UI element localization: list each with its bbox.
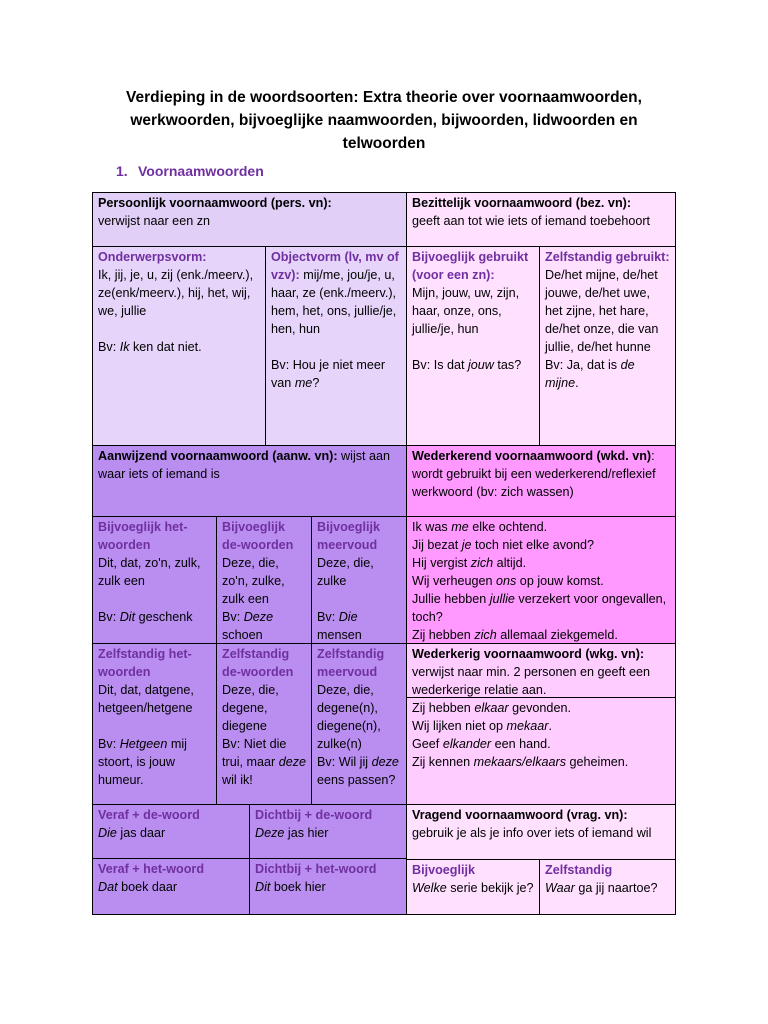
aanw-ind-het-example: Bv: Hetgeen mij stoort, is jouw humeur. xyxy=(98,737,187,787)
pers-header-cell xyxy=(92,192,407,247)
aanw-far-de-cell xyxy=(92,804,250,859)
wkd-examples-cell xyxy=(406,516,676,644)
bez-adj-cell xyxy=(406,246,540,446)
aanw-far-het-cell xyxy=(92,858,250,915)
wkg-heading: Wederkerig voornaamwoord (wkg. vn): xyxy=(412,647,645,661)
aanw-far-het-example: Dat boek daar xyxy=(98,880,178,894)
aanw-adj-mv-list: Deze, die, zulke xyxy=(317,556,374,588)
wkg-description: verwijst naar min. 2 personen en geeft een wederkerige relatie aan. xyxy=(412,665,651,697)
wkd-header-cell xyxy=(406,445,676,517)
vrag-adj-example: Welke serie bekijk je? xyxy=(412,881,534,895)
vrag-heading: Vragend voornaamwoord (vrag. vn): xyxy=(412,808,628,822)
aanw-adj-mv-example: Bv: Die mensen xyxy=(317,610,362,642)
pers-subject-list: Ik, jij, je, u, zij (enk./meerv.), ze(enk/meerv.), hij, het, wij, we, jullie xyxy=(98,268,254,318)
aanw-near-het-heading: Dichtbij + het-woord xyxy=(255,862,377,876)
vrag-ind-cell xyxy=(539,859,676,915)
wkg-header-cell xyxy=(406,643,676,698)
aanw-far-de-heading: Veraf + de-woord xyxy=(98,808,200,822)
aanw-near-het-cell xyxy=(249,858,407,915)
aanw-adj-het-example: Bv: Dit geschenk xyxy=(98,610,193,624)
aanw-adj-de-list: Deze, die, zo'n, zulke, zulk een xyxy=(222,556,285,606)
pers-subject-cell xyxy=(92,246,266,446)
aanw-ind-de-list: Deze, die, degene, diegene xyxy=(222,683,279,733)
wkd-example-3: Hij vergist zich altijd. xyxy=(412,556,527,570)
bez-ind-cell xyxy=(539,246,676,446)
wkg-examples-cell xyxy=(406,697,676,805)
aanw-adj-mv-heading: Bijvoeglijk meervoud xyxy=(317,520,380,552)
pers-subject-example: Bv: Ik ken dat niet. xyxy=(98,340,202,354)
vrag-adj-cell xyxy=(406,859,540,915)
wkd-example-2: Jij bezat je toch niet elke avond? xyxy=(412,538,595,552)
bez-ind-example: Bv: Ja, dat is de mijne. xyxy=(545,358,635,390)
wkd-example-5: Jullie hebben jullie verzekert voor ongevallen, toch? xyxy=(412,592,667,624)
pers-subject-heading: Onderwerpsvorm: xyxy=(98,250,207,264)
aanw-ind-de-heading: Zelfstandig de-woorden xyxy=(222,647,294,679)
aanw-ind-mv-heading: Zelfstandig meervoud xyxy=(317,647,385,679)
wkg-example-3: Geef elkander een hand. xyxy=(412,737,551,751)
pers-object-text: Objectvorm (lv, mv of vzv): mij/me, jou/je, u, haar, ze (enk./meerv.), hem, het, ons, jullie/je, hen, hun xyxy=(271,250,399,336)
bez-header-cell xyxy=(406,192,676,247)
aanw-heading: Aanwijzend voornaamwoord (aanw. vn): wijst aan waar iets of iemand is xyxy=(98,449,391,481)
vrag-ind-heading: Zelfstandig xyxy=(545,863,613,877)
bez-ind-list: De/het mijne, de/het jouwe, de/het uwe, het zijne, het hare, de/het onze, die van jullie, de/het hunne xyxy=(545,268,659,354)
vrag-description: gebruik je als je info over iets of iemand wil xyxy=(412,826,652,840)
aanw-ind-het-heading: Zelfstandig het-woorden xyxy=(98,647,192,679)
aanw-adj-mv-cell xyxy=(311,516,407,644)
aanw-adj-de-heading: Bijvoeglijk de-woorden xyxy=(222,520,294,552)
bez-adj-heading: Bijvoeglijk gebruikt (voor een zn): xyxy=(412,250,529,282)
aanw-header-cell xyxy=(92,445,407,517)
wkd-example-1: Ik was me elke ochtend. xyxy=(412,520,548,534)
wkd-example-6: Zij hebben zich allemaal ziekgemeld. xyxy=(412,628,618,642)
vrag-adj-heading: Bijvoeglijk xyxy=(412,863,475,877)
bez-adj-example: Bv: Is dat jouw tas? xyxy=(412,358,522,372)
aanw-ind-het-list: Dit, dat, datgene, hetgeen/hetgene xyxy=(98,683,194,715)
aanw-adj-de-example: Bv: Deze schoen xyxy=(222,610,274,642)
aanw-far-het-heading: Veraf + het-woord xyxy=(98,862,205,876)
wkg-example-1: Zij hebben elkaar gevonden. xyxy=(412,701,571,715)
pers-object-cell xyxy=(265,246,407,446)
bez-ind-heading: Zelfstandig gebruikt: xyxy=(545,250,670,264)
aanw-ind-mv-list: Deze, die, degene(n), diegene(n), zulke(n) xyxy=(317,683,381,751)
aanw-adj-de-cell xyxy=(216,516,312,644)
pers-heading: Persoonlijk voornaamwoord (pers. vn): xyxy=(98,196,332,210)
aanw-ind-mv-cell xyxy=(311,643,407,805)
aanw-near-de-cell xyxy=(249,804,407,859)
wkg-example-2: Wij lijken niet op mekaar. xyxy=(412,719,552,733)
pers-object-example: Bv: Hou je niet meer van me? xyxy=(271,358,386,390)
aanw-far-de-example: Die jas daar xyxy=(98,826,166,840)
pers-description: verwijst naar een zn xyxy=(98,214,210,228)
section-label: Voornaamwoorden xyxy=(138,163,264,179)
aanw-near-de-example: Deze jas hier xyxy=(255,826,329,840)
aanw-adj-het-heading: Bijvoeglijk het-woorden xyxy=(98,520,188,552)
section-heading xyxy=(116,163,264,179)
page-title: Verdieping in de woordsoorten: Extra theorie over voornaamwoorden, werkwoorden, bijvoeglijke naamwoorden, bijwoorden, lidwoorden en telwoorden xyxy=(126,89,642,152)
aanw-ind-mv-example: Bv: Wil jij deze eens passen? xyxy=(317,755,399,787)
bez-description: geeft aan tot wie iets of iemand toebehoort xyxy=(412,214,651,228)
aanw-adj-het-list: Dit, dat, zo'n, zulk, zulk een xyxy=(98,556,201,588)
wkg-example-4: Zij kennen mekaars/elkaars geheimen. xyxy=(412,755,629,769)
aanw-adj-het-cell xyxy=(92,516,217,644)
section-number: 1. xyxy=(116,163,128,179)
aanw-ind-de-cell xyxy=(216,643,312,805)
aanw-near-de-heading: Dichtbij + de-woord xyxy=(255,808,373,822)
bez-adj-list: Mijn, jouw, uw, zijn, haar, onze, ons, jullie/je, hun xyxy=(412,286,520,336)
vrag-ind-example: Waar ga jij naartoe? xyxy=(545,881,658,895)
wkd-heading: Wederkerend voornaamwoord (wkd. vn): wordt gebruikt bij een wederkerend/reflexief werkwoord (bv: zich wassen) xyxy=(412,449,656,499)
aanw-ind-de-example: Bv: Niet die trui, maar deze wil ik! xyxy=(222,737,306,787)
wkd-example-4: Wij verheugen ons op jouw komst. xyxy=(412,574,604,588)
vrag-header-cell xyxy=(406,804,676,860)
aanw-near-het-example: Dit boek hier xyxy=(255,880,326,894)
bez-heading: Bezittelijk voornaamwoord (bez. vn): xyxy=(412,196,632,210)
aanw-ind-het-cell xyxy=(92,643,217,805)
